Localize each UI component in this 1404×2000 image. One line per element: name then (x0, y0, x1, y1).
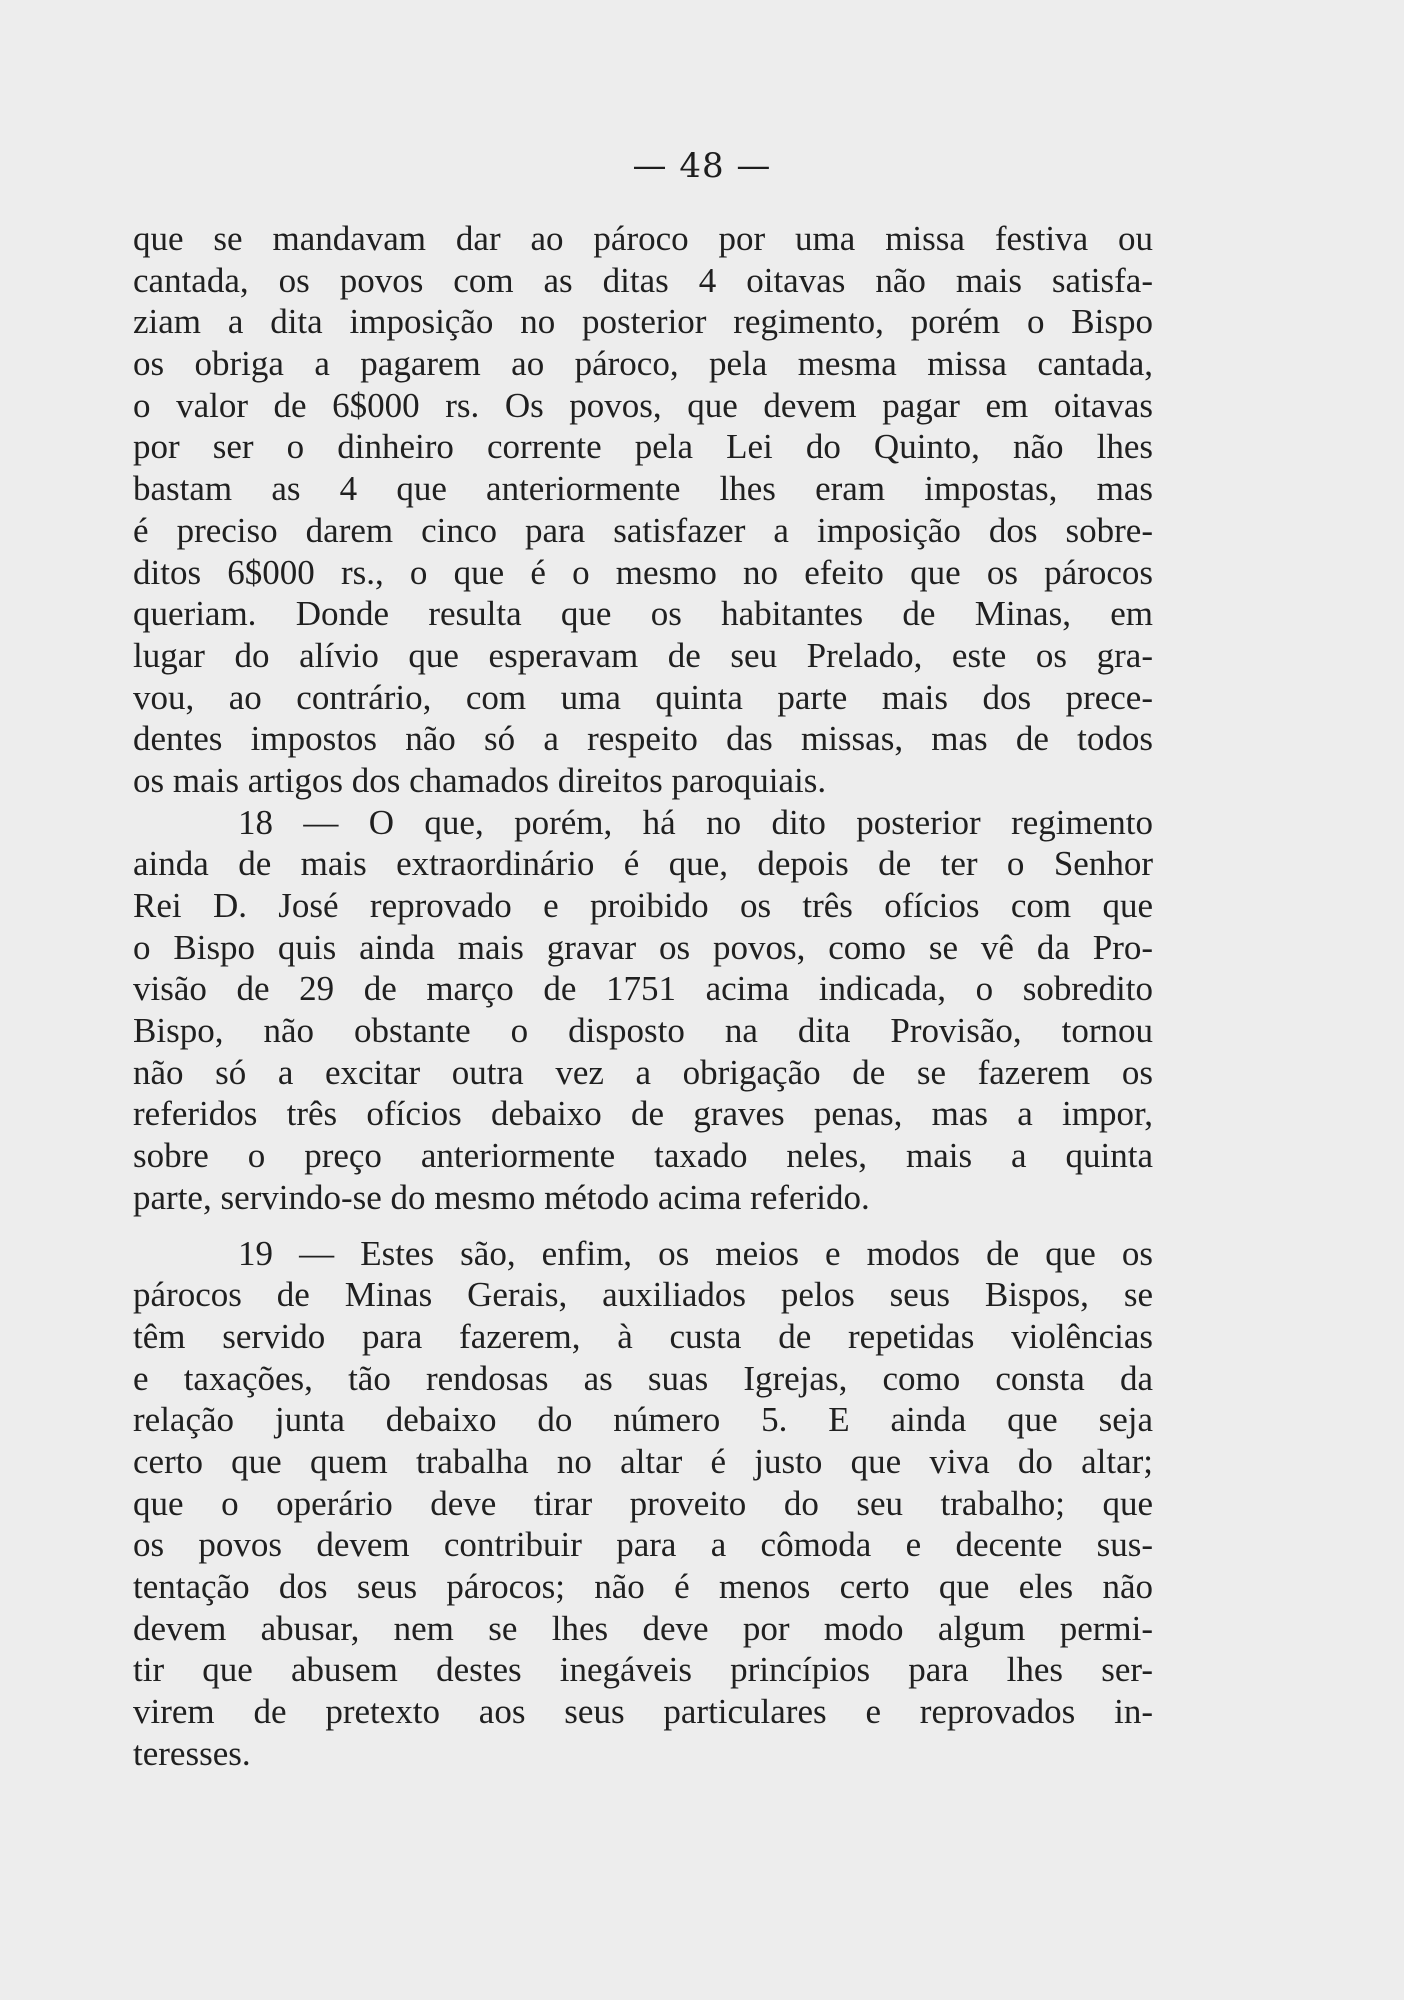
text-line: lugar do alívio que esperavam de seu Prelado, este os gra- (133, 635, 1153, 675)
text-line: 19 — Estes são, enfim, os meios e modos de que os (238, 1233, 1153, 1273)
text-line: visão de 29 de março de 1751 acima indicada, o sobredito (133, 969, 1153, 1009)
text-line: os obriga a pagarem ao pároco, pela mesma missa cantada, (133, 344, 1153, 384)
text-line: que se mandavam dar ao pároco por uma missa festiva ou (133, 219, 1153, 258)
text-line: não só a excitar outra vez a obrigação de se fazerem os (133, 1052, 1153, 1092)
text-line: tir que abusem destes inegáveis princípios para lhes ser- (133, 1650, 1153, 1690)
text-line: parte, servindo-se do mesmo método acima referido. (133, 1177, 870, 1217)
text-line: ainda de mais extraordinário é que, depois de ter o Senhor (133, 844, 1153, 884)
text-line: devem abusar, nem se lhes deve por modo algum permi- (133, 1608, 1153, 1648)
text-line: párocos de Minas Gerais, auxiliados pelos seus Bispos, se (133, 1275, 1153, 1315)
text-line: os mais artigos dos chamados direitos paroquiais. (133, 760, 827, 800)
text-line: teresses. (133, 1733, 251, 1773)
text-line: dentes impostos não só a respeito das missas, mas de todos (133, 719, 1153, 759)
text-line: tentação dos seus párocos; não é menos certo que eles não (133, 1567, 1153, 1606)
text-line: queriam. Donde resulta que os habitantes de Minas, em (133, 594, 1153, 634)
text-line: Rei D. José reprovado e proibido os três ofícios com que (133, 886, 1153, 925)
paragraph (133, 218, 1153, 802)
text-line: virem de pretexto aos seus particulares e reprovados in- (133, 1692, 1153, 1732)
paragraph (133, 1233, 1153, 1775)
text-line: que o operário deve tirar proveito do seu trabalho; que (133, 1483, 1153, 1523)
body-text (133, 218, 1153, 1774)
text-line: bastam as 4 que anteriormente lhes eram impostas, mas (133, 469, 1153, 509)
text-line: vou, ao contrário, com uma quinta parte mais dos prece- (133, 677, 1153, 717)
paragraph (133, 802, 1153, 1219)
text-line: o valor de 6$000 rs. Os povos, que devem pagar em oitavas (133, 385, 1153, 425)
text-line: cantada, os povos com as ditas 4 oitavas não mais satisfa- (133, 260, 1153, 300)
text-line: têm servido para fazerem, à custa de repetidas violências (133, 1316, 1153, 1356)
text-line: ziam a dita imposição no posterior regimento, porém o Bispo (133, 302, 1153, 342)
text-line: o Bispo quis ainda mais gravar os povos, como se vê da Pro- (133, 927, 1153, 967)
paragraph-gap (133, 1219, 1153, 1233)
text-line: por ser o dinheiro corrente pela Lei do Quinto, não lhes (133, 427, 1153, 467)
text-line: é preciso darem cinco para satisfazer a imposição dos sobre- (133, 510, 1153, 550)
text-line: referidos três ofícios debaixo de graves penas, mas a impor, (133, 1094, 1153, 1134)
page-number: — 48 — (632, 146, 772, 186)
text-line: 18 — O que, porém, há no dito posterior regimento (238, 802, 1153, 842)
text-line: relação junta debaixo do número 5. E ainda que seja (133, 1400, 1153, 1440)
text-line: certo que quem trabalha no altar é justo que viva do altar; (133, 1441, 1153, 1481)
text-line: e taxações, tão rendosas as suas Igrejas, como consta da (133, 1358, 1153, 1398)
text-line: Bispo, não obstante o disposto na dita Provisão, tornou (133, 1011, 1153, 1051)
text-line: ditos 6$000 rs., o que é o mesmo no efeito que os párocos (133, 552, 1153, 592)
text-line: sobre o preço anteriormente taxado neles, mais a quinta (133, 1136, 1153, 1176)
text-line: os povos devem contribuir para a cômoda e decente sus- (133, 1525, 1153, 1565)
